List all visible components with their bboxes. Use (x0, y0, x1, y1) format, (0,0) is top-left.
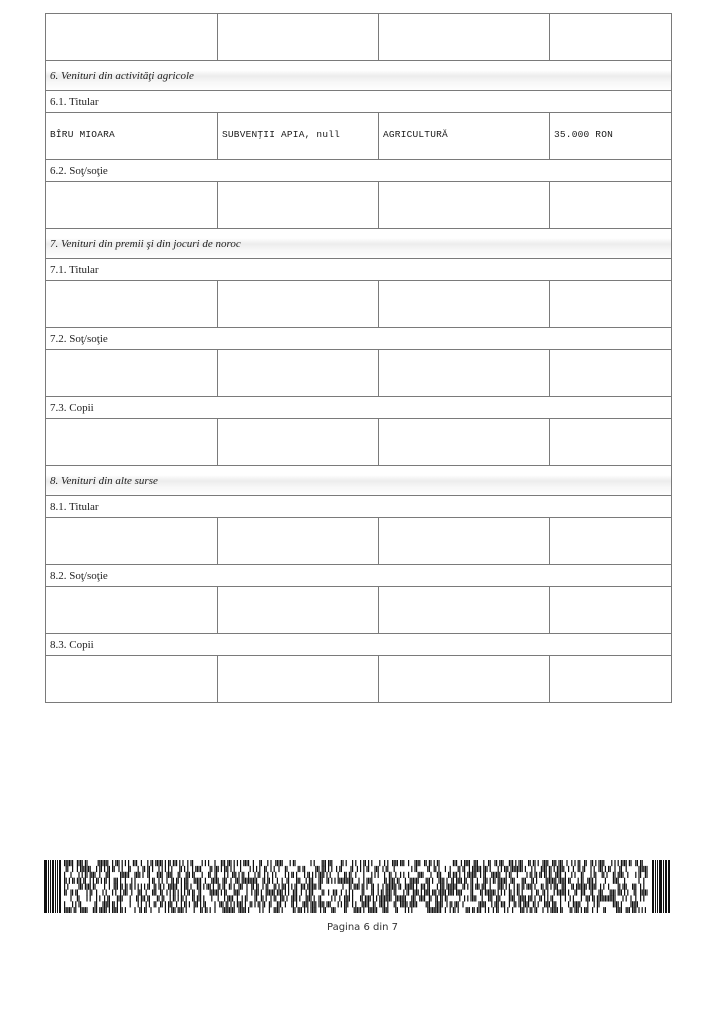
table-cell (550, 518, 672, 565)
table-cell (379, 518, 550, 565)
table-cell (46, 182, 218, 229)
empty-data-row (46, 350, 672, 397)
table-cell (218, 281, 379, 328)
table-cell (46, 281, 218, 328)
table-cell (46, 14, 218, 61)
income-source-cell: SUBVENŢII APIA, null (218, 113, 379, 160)
table-cell (46, 419, 218, 466)
empty-data-row (46, 518, 672, 565)
subsection-header-7-1 (46, 259, 672, 281)
table-cell (379, 350, 550, 397)
service-cell: AGRICULTURĂ (379, 113, 550, 160)
section-header-8 (46, 466, 672, 496)
table-cell (46, 656, 218, 703)
table-cell (550, 587, 672, 634)
table-cell (550, 14, 672, 61)
empty-data-row (46, 587, 672, 634)
table-cell (218, 419, 379, 466)
subsection-label: 6.2. Soţ/soţie (46, 160, 672, 182)
subsection-header-6-1 (46, 91, 672, 113)
table-cell (379, 419, 550, 466)
table-cell (218, 587, 379, 634)
table-cell (379, 587, 550, 634)
subsection-header-8-1 (46, 496, 672, 518)
subsection-label: 6.1. Titular (46, 91, 672, 113)
subsection-header-8-2 (46, 565, 672, 587)
data-row-titular-6 (46, 113, 672, 160)
section-title: 6. Venituri din activităţi agricole (46, 61, 672, 91)
subsection-header-7-2 (46, 328, 672, 350)
table-cell (218, 656, 379, 703)
subsection-label: 8.2. Soţ/soţie (46, 565, 672, 587)
income-declaration-table (45, 13, 672, 703)
empty-data-row (46, 14, 672, 61)
section-title: 7. Venituri din premii şi din jocuri de noroc (46, 229, 672, 259)
table-cell (218, 14, 379, 61)
subsection-label: 8.1. Titular (46, 496, 672, 518)
empty-data-row (46, 656, 672, 703)
subsection-label: 8.3. Copii (46, 634, 672, 656)
subsection-label: 7.2. Soţ/soţie (46, 328, 672, 350)
section-header-6 (46, 61, 672, 91)
subsection-header-6-2 (46, 160, 672, 182)
table-cell (550, 281, 672, 328)
subsection-label: 7.1. Titular (46, 259, 672, 281)
beneficiary-cell: BÎRU MIOARA (46, 113, 218, 160)
table-cell (46, 350, 218, 397)
table-cell (550, 419, 672, 466)
empty-data-row (46, 281, 672, 328)
table-cell (379, 182, 550, 229)
subsection-header-8-3 (46, 634, 672, 656)
subsection-label: 7.3. Copii (46, 397, 672, 419)
table-cell (550, 182, 672, 229)
table-cell (550, 350, 672, 397)
table-cell (379, 656, 550, 703)
table-cell (218, 350, 379, 397)
page-number: Pagina 6 din 7 (326, 922, 399, 933)
table-cell (550, 656, 672, 703)
table-cell (218, 182, 379, 229)
empty-data-row (46, 182, 672, 229)
amount-cell: 35.000 RON (550, 113, 672, 160)
section-title: 8. Venituri din alte surse (46, 466, 672, 496)
table-cell (46, 587, 218, 634)
table-cell (218, 518, 379, 565)
subsection-header-7-3 (46, 397, 672, 419)
section-header-7 (46, 229, 672, 259)
table-cell (379, 14, 550, 61)
barcode-image (44, 860, 670, 913)
table-cell (379, 281, 550, 328)
table-cell (46, 518, 218, 565)
empty-data-row (46, 419, 672, 466)
